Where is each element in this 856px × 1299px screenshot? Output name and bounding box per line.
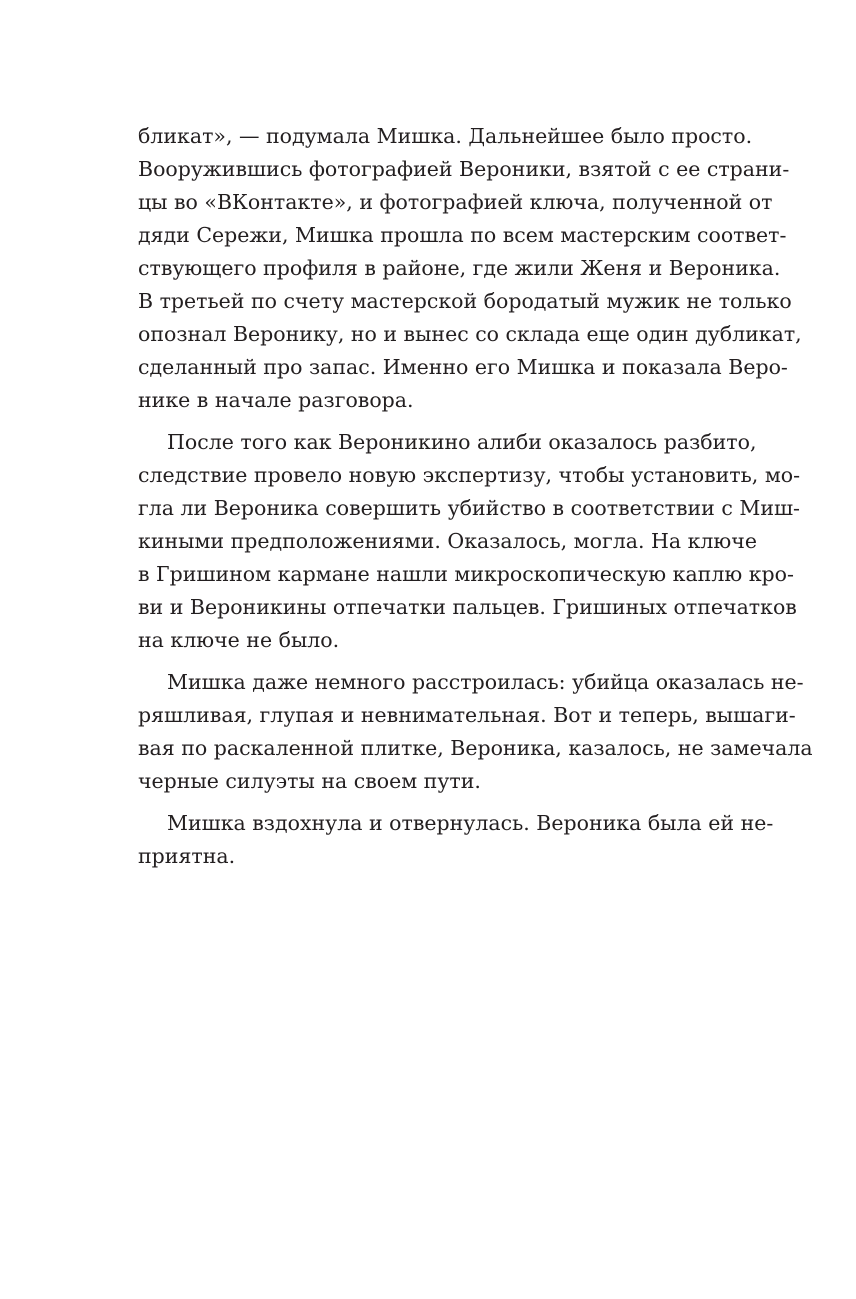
paragraph-spacer <box>138 657 729 666</box>
text-line: ви и Вероникины отпечатки пальцев. Гришиных отпечатков <box>138 595 797 619</box>
paragraph <box>138 666 813 798</box>
paragraph <box>138 120 802 417</box>
paragraph-spacer <box>138 798 729 807</box>
text-line: В третьей по счету мастерской бородатый мужик не только <box>138 289 792 313</box>
text-line: нике в начале разговора. <box>138 388 414 412</box>
text-line: Вооружившись фотографией Вероники, взятой с ее страни- <box>138 157 790 181</box>
paragraph <box>138 426 801 657</box>
text-line: Мишка даже немного расстроилась: убийца оказалась не- <box>167 670 804 694</box>
text-line: следствие провело новую экспертизу, чтобы установить, мо- <box>138 463 801 487</box>
text-line: черные силуэты на своем пути. <box>138 769 481 793</box>
text-line: вая по раскаленной плитке, Вероника, казалось, не замечала <box>138 736 813 760</box>
text-line: опознал Веронику, но и вынес со склада еще один дубликат, <box>138 322 802 346</box>
text-line: приятна. <box>138 844 236 868</box>
text-line: ствующего профиля в районе, где жили Женя и Вероника. <box>138 256 781 280</box>
paragraph-spacer <box>138 417 729 426</box>
text-line: киными предположениями. Оказалось, могла. На ключе <box>138 529 757 553</box>
text-line: бликат», — подумала Мишка. Дальнейшее было просто. <box>138 124 753 148</box>
text-line: сделанный про запас. Именно его Мишка и показала Веро- <box>138 355 788 379</box>
text-line: на ключе не было. <box>138 628 340 652</box>
text-line: в Гришином кармане нашли микроскопическую каплю кро- <box>138 562 794 586</box>
text-line: ряшливая, глупая и невнимательная. Вот и теперь, вышаги- <box>138 703 796 727</box>
text-line: После того как Вероникино алиби оказалось разбито, <box>167 430 757 454</box>
text-line: гла ли Вероника совершить убийство в соответствии с Миш- <box>138 496 800 520</box>
body-text <box>138 120 813 873</box>
text-line: дяди Сережи, Мишка прошла по всем мастерским соответ- <box>138 223 787 247</box>
text-line: Мишка вздохнула и отвернулась. Вероника была ей не- <box>167 811 774 835</box>
paragraph <box>138 807 774 873</box>
text-line: цы во «ВКонтакте», и фотографией ключа, полученной от <box>138 190 773 214</box>
